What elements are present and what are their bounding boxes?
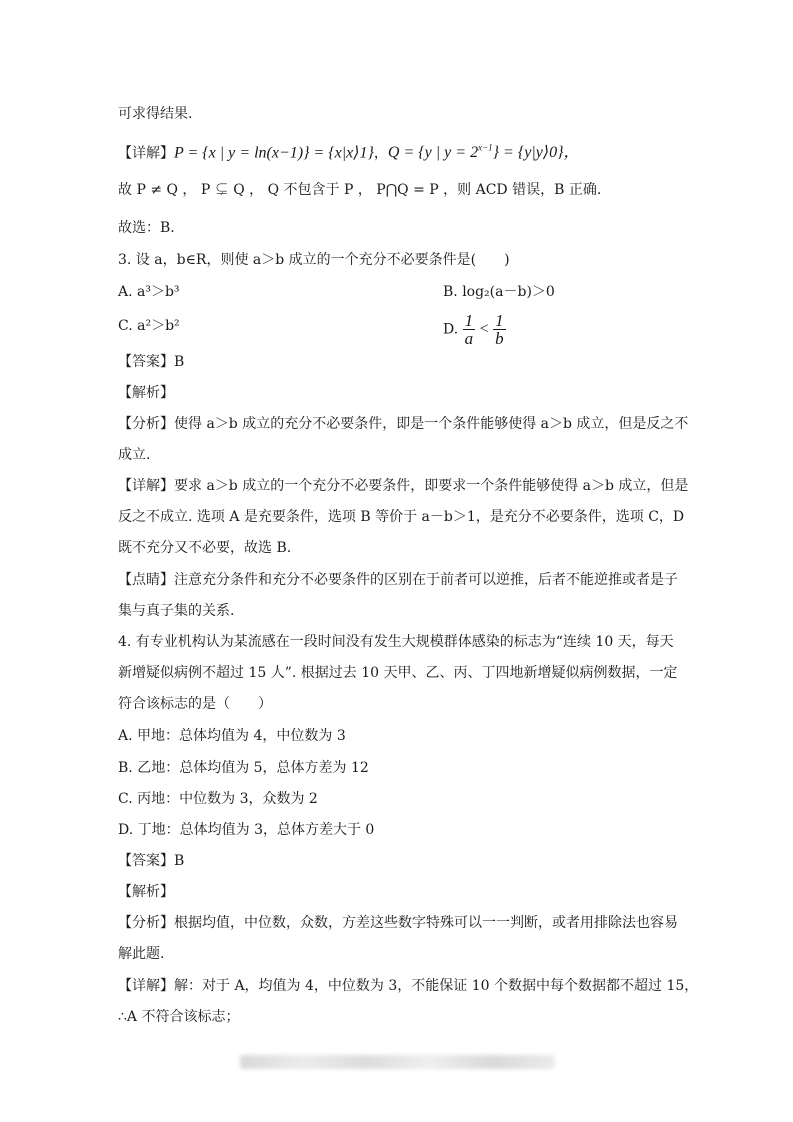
analysis-heading: 【解析】 — [118, 884, 174, 900]
separator: ， — [373, 145, 388, 162]
fraction-1-over-b: $\frac{1}{b}$ — [495, 311, 504, 348]
comment-line: 集与真子集的关系. — [118, 603, 235, 619]
question-4-option-c: C. 丙地：中位数为 3，众数为 2 — [118, 791, 318, 807]
comment-line: 【点睛】注意充分条件和充分不必要条件的区别在于前者可以逆推，后者不能逆推或者是子 — [118, 572, 678, 588]
fraction-1-over-a: $\frac{1}{a}$ — [464, 311, 474, 348]
text-line: 可求得结果. — [118, 106, 193, 122]
analysis-line: 【分析】根据均值，中位数，众数，方差这些数字特殊可以一一判断，或者用排除法也容易 — [118, 915, 678, 931]
question-3-option-a: A. a³＞b³ — [118, 284, 180, 300]
text-line: 故选：B. — [118, 220, 175, 236]
analysis-heading: 【解析】 — [118, 385, 174, 401]
question-4-stem: 4. 有专业机构认为某流感在一段时间没有发生大规模群体感染的标志为“连续 10 天，每天 — [118, 634, 674, 650]
less-than-sign: < — [479, 320, 489, 338]
detail-tag: 【详解】 — [118, 145, 174, 162]
analysis-line: 解此题. — [118, 946, 165, 962]
option-d-label: D. — [443, 321, 459, 338]
question-4-option-a: A. 甲地：总体均值为 4，中位数为 3 — [118, 728, 346, 744]
question-4-option-d: D. 丁地：总体均值为 3，总体方差大于 0 — [118, 822, 375, 838]
question-4-stem: 新增疑似病例不超过 15 人”. 根据过去 10 天甲、乙、丙、丁四地新增疑似病例数据，一定 — [118, 665, 678, 681]
detail-line: 【详解】要求 a＞b 成立的一个充分不必要条件，即要求一个条件能够使得 a＞b 成立，但是 — [118, 478, 689, 494]
set-P-definition: P = {x | y = ln(x−1)} = {x|x⟩1} — [174, 144, 374, 162]
question-4-option-b: B. 乙地：总体均值为 5，总体方差为 12 — [118, 760, 369, 776]
blurred-footer-watermark — [240, 1055, 555, 1069]
question-4-stem: 符合该标志的是（ ） — [118, 696, 272, 712]
question-3-option-b: B. log₂(a－b)＞0 — [443, 284, 555, 300]
answer-line: 【答案】B — [118, 853, 185, 869]
answer-line: 【答案】B — [118, 354, 185, 370]
question-3-option-c: C. a²＞b² — [118, 318, 180, 334]
analysis-line: 成立. — [118, 447, 151, 463]
detail-line: 【详解】解：对于 A，均值为 4，中位数为 3，不能保证 10 个数据中每个数据都不超过 15， — [118, 978, 699, 994]
question-3-option-d — [443, 312, 506, 347]
question-3-stem: 3. 设 a，b∈R，则使 a＞b 成立的一个充分不必要条件是( ) — [118, 252, 510, 268]
set-Q-definition: Q = {y | $y = 2^{x-1}$} = {y|y⟩0}， — [387, 143, 580, 162]
detail-line: 既不充分又不必要，故选 B. — [118, 540, 292, 556]
detail-line: ∴A 不符合该标志； — [118, 1009, 240, 1025]
detail-line — [118, 138, 580, 163]
detail-line: 反之不成立. 选项 A 是充要条件，选项 B 等价于 a－b＞1，是充分不必要条件，选项 C，D — [118, 509, 685, 525]
analysis-line: 【分析】使得 a＞b 成立的充分不必要条件，即是一个条件能够使得 a＞b 成立，但是反之不 — [118, 416, 689, 432]
text-line: 故 P ≠ Q ， P ⊊ Q ， Q 不包含于 P ， P⋂Q = P ，则 ACD 错误，B 正确. — [118, 182, 602, 198]
